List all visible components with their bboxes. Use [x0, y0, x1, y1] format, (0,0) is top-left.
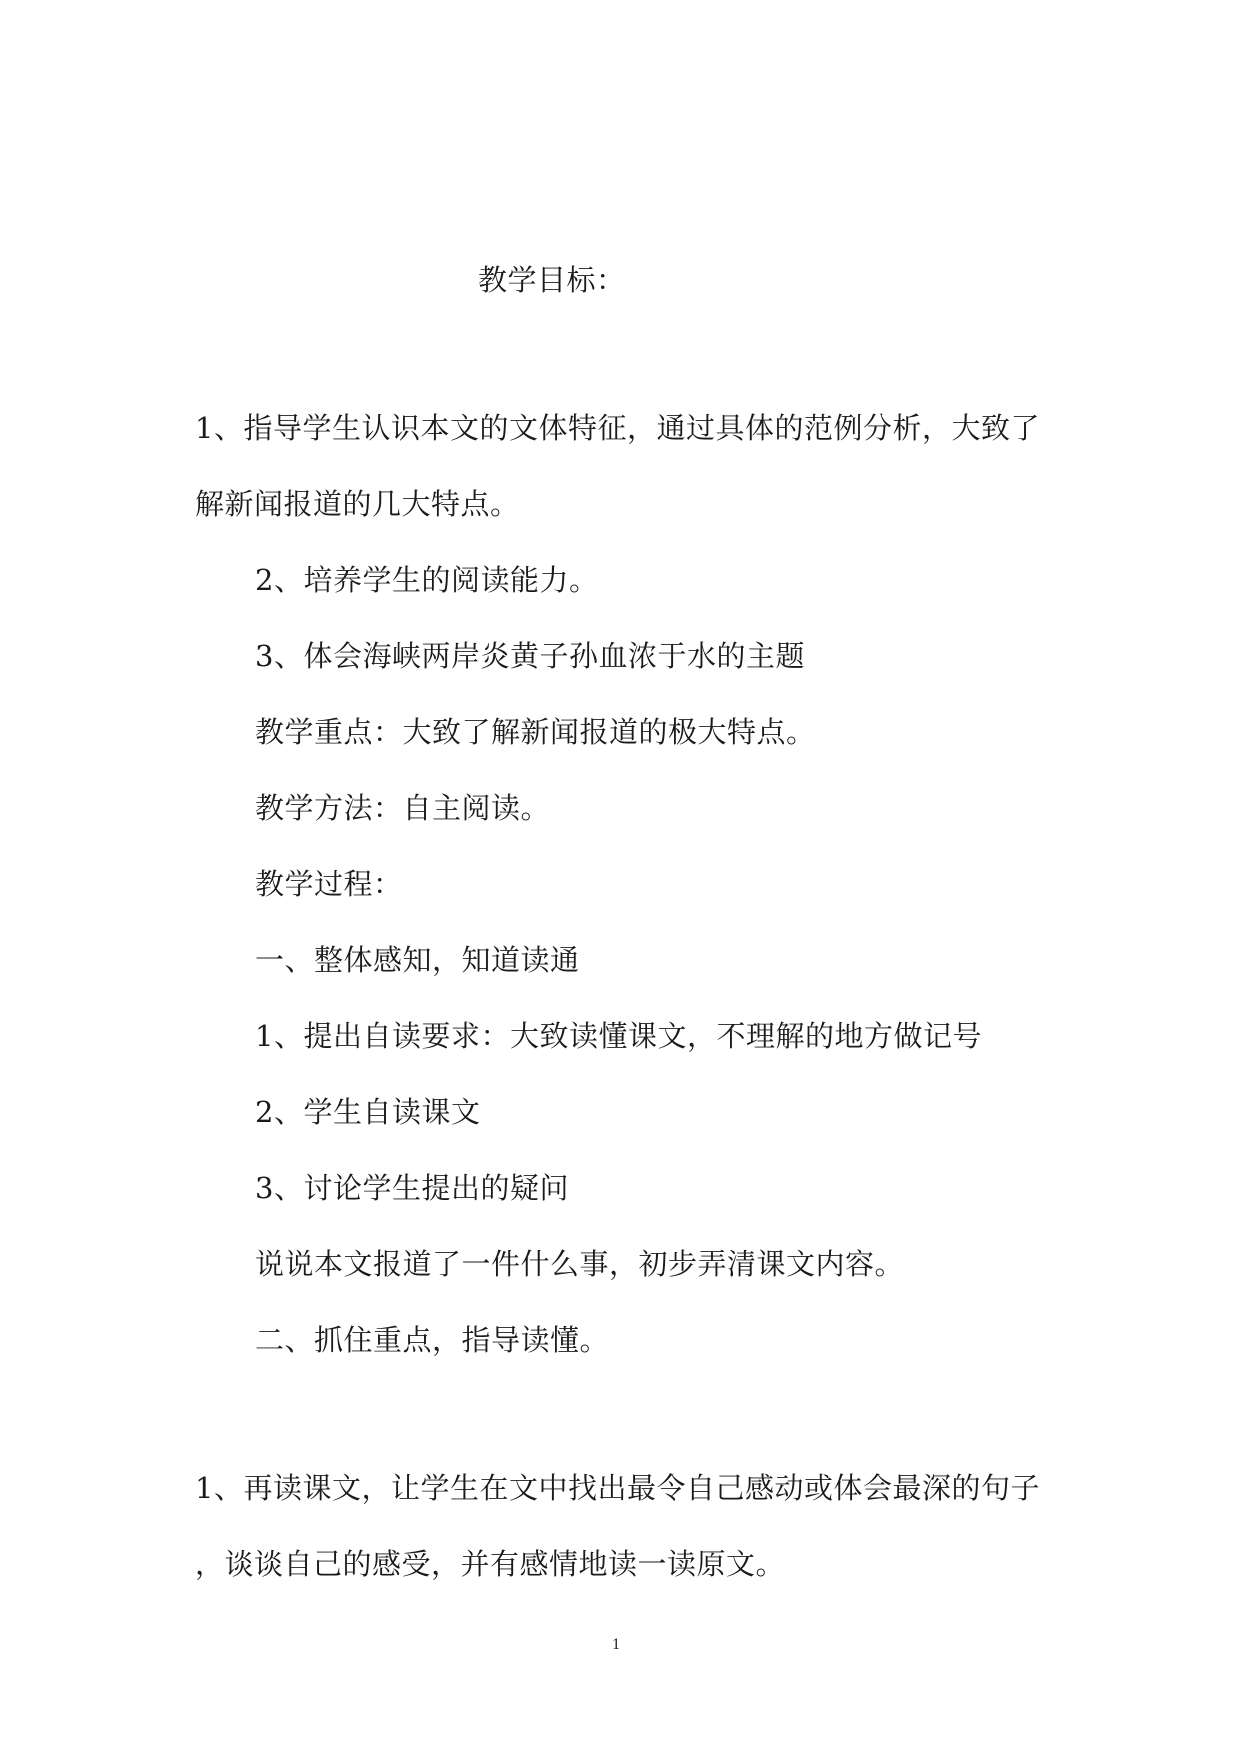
- page-number: 1: [612, 1636, 620, 1653]
- section-2-heading: 二、抓住重点，指导读懂。: [255, 1323, 610, 1357]
- step-3: 3、讨论学生提出的疑问: [255, 1171, 569, 1205]
- teaching-method: 教学方法：自主阅读。: [255, 791, 551, 825]
- objective-3: 3、体会海峡两岸炎黄子孙血浓于水的主题: [255, 639, 805, 673]
- step-2: 2、学生自读课文: [255, 1095, 481, 1129]
- step-3-detail: 说说本文报道了一件什么事，初步弄清课文内容。: [255, 1247, 905, 1281]
- step-1: 1、提出自读要求：大致读懂课文，不理解的地方做记号: [255, 1019, 982, 1053]
- process-heading: 教学过程：: [255, 867, 403, 901]
- page-title: 教学目标：: [478, 263, 626, 297]
- objective-2: 2、培养学生的阅读能力。: [255, 563, 599, 597]
- section-2-step-1-line-1: 1、再读课文，让学生在文中找出最令自己感动或体会最深的句子: [195, 1471, 1040, 1505]
- key-point: 教学重点：大致了解新闻报道的极大特点。: [255, 715, 816, 749]
- objective-1-line-1: 1、指导学生认识本文的文体特征，通过具体的范例分析，大致了: [195, 411, 1040, 445]
- section-2-step-1-line-2: ，谈谈自己的感受，并有感情地读一读原文。: [195, 1547, 786, 1581]
- objective-1-line-2: 解新闻报道的几大特点。: [195, 487, 520, 521]
- section-1-heading: 一、整体感知，知道读通: [255, 943, 580, 977]
